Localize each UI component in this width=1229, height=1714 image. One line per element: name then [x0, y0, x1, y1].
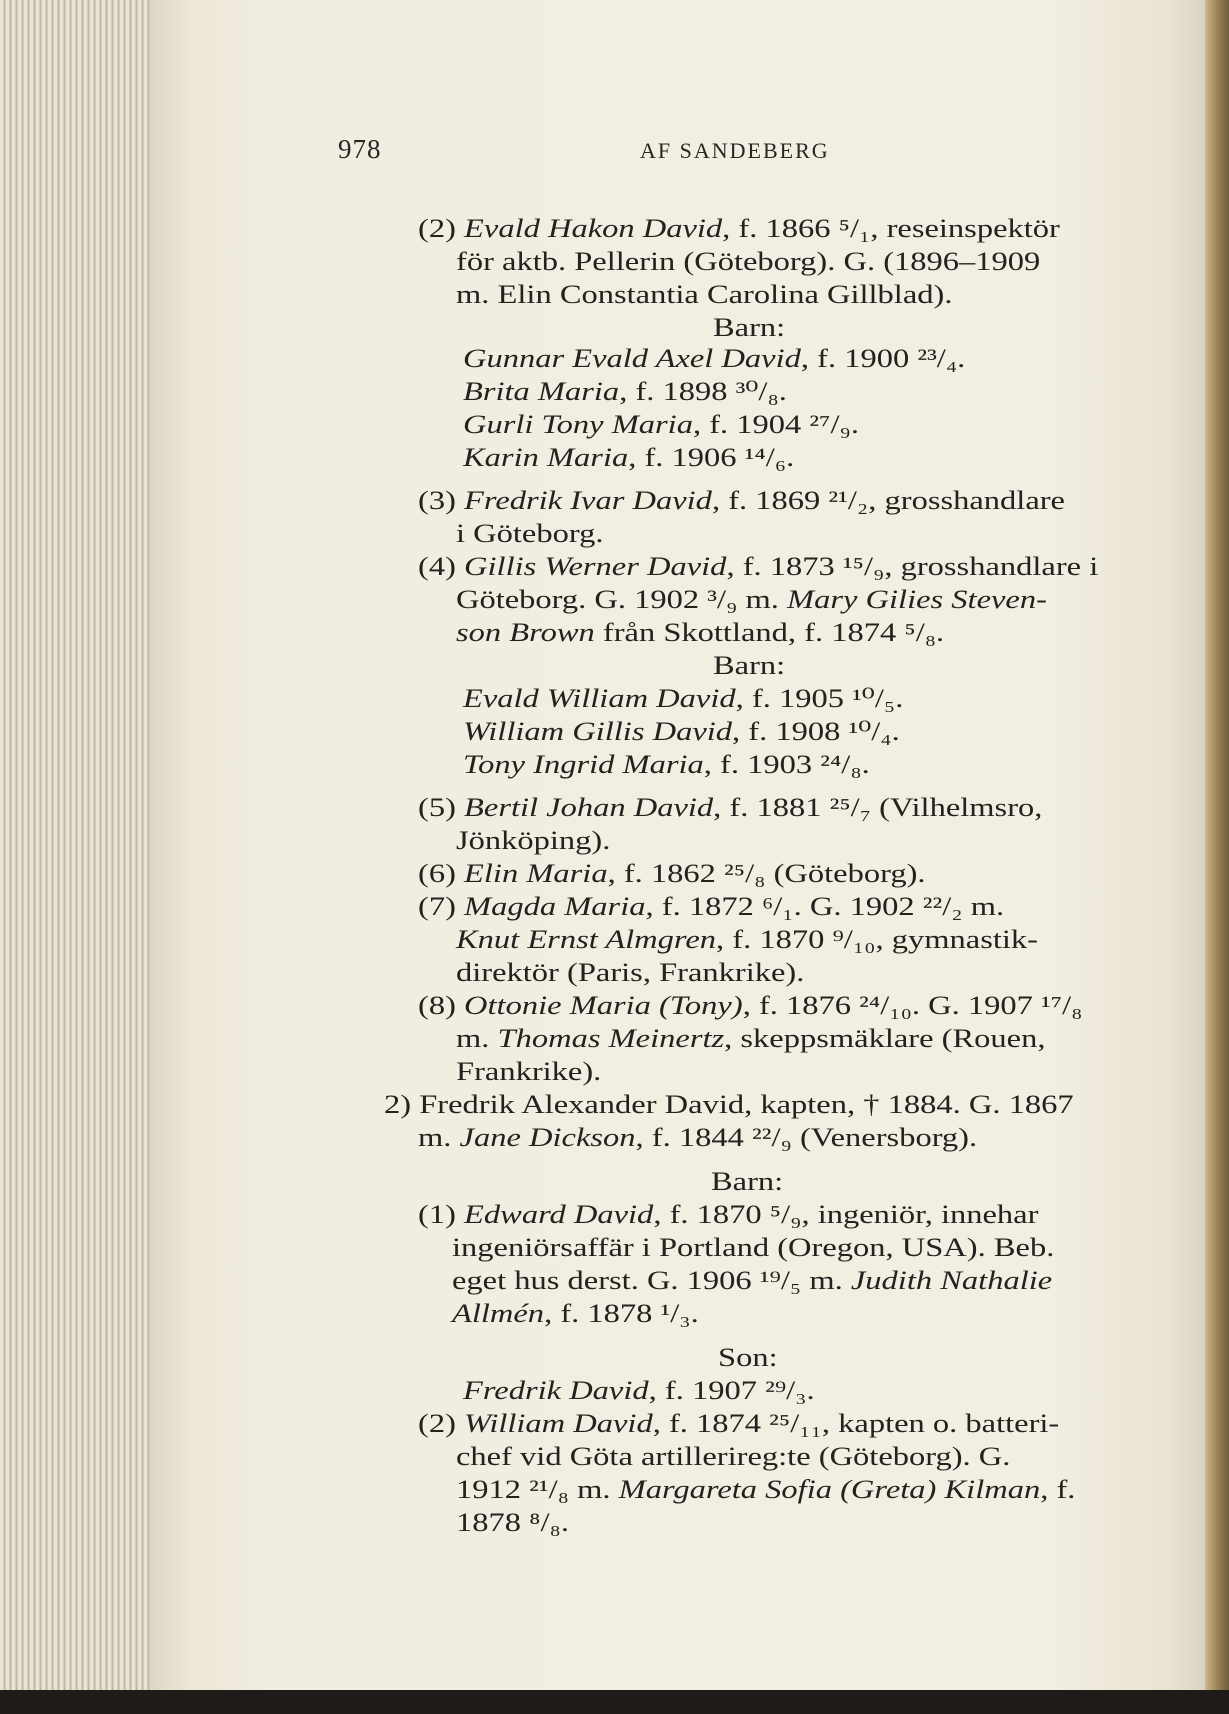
name-text: Edward David — [464, 1200, 654, 1229]
text-line — [418, 484, 1065, 518]
text-line — [418, 550, 1098, 584]
text-segment: , f. 1900 ²³/₄. — [800, 344, 966, 373]
page-edges — [0, 0, 150, 1714]
book-cover-edge — [1205, 0, 1229, 1714]
text-segment: , f. 1908 ¹⁰/₄. — [732, 717, 900, 746]
text-segment: , f. 1869 ²¹/₂, grosshandlare — [711, 486, 1065, 515]
text-segment: , f. 1906 ¹⁴/₆. — [628, 443, 795, 472]
name-text: Fredrik Ivar David — [464, 486, 712, 515]
text-segment: m. Elin Constantia Carolina Gillblad). — [456, 280, 953, 309]
page-number: 978 — [338, 134, 382, 164]
text-line — [463, 342, 965, 376]
text-segment: , skeppsmäklare (Rouen, — [724, 1024, 1046, 1053]
page-header — [338, 134, 1138, 174]
text-segment: Barn: — [713, 313, 786, 342]
name-text: son Brown — [456, 618, 595, 647]
text-line — [463, 408, 859, 442]
text-segment: (8) — [418, 991, 465, 1020]
name-text: Karin Maria — [463, 443, 629, 472]
text-segment: i Göteborg. — [456, 519, 604, 548]
text-segment: , f. — [1040, 1475, 1076, 1504]
name-text: Thomas Meinertz — [497, 1024, 725, 1053]
text-line — [456, 1473, 1075, 1507]
name-text: Gurli Tony Maria — [463, 410, 693, 439]
text-segment: (4) — [418, 552, 465, 581]
text-line — [456, 956, 804, 990]
text-segment: , f. 1870 ⁵/₉, ingeniör, innehar — [653, 1200, 1039, 1229]
text-segment: ingeniörsaffär i Portland (Oregon, USA). Beb. — [452, 1233, 1055, 1262]
name-text: Elin Maria — [464, 859, 608, 888]
text-line — [418, 890, 1004, 924]
name-text: Margareta Sofia (Greta) Kilman — [618, 1475, 1041, 1504]
name-text: Brita Maria — [463, 377, 620, 406]
name-text: Magda Maria — [464, 892, 646, 921]
text-line — [713, 649, 785, 683]
text-segment: Göteborg. G. 1902 ³/₉ m. — [456, 585, 788, 614]
text-line — [418, 1198, 1038, 1232]
text-line — [713, 311, 785, 345]
text-line — [456, 245, 1040, 279]
text-segment: eget hus derst. G. 1906 ¹⁹/₅ m. — [452, 1266, 851, 1295]
name-text: Bertil Johan David — [464, 793, 714, 822]
text-line — [718, 1341, 778, 1375]
text-line — [418, 1407, 1059, 1441]
running-head: AF SANDEBERG — [640, 138, 830, 163]
name-text: Tony Ingrid Maria — [463, 750, 704, 779]
text-segment: från Skottland, f. 1874 ⁵/₈. — [594, 618, 945, 647]
text-segment: , f. 1872 ⁶/₁. G. 1902 ²²/₂ m. — [645, 892, 1005, 921]
text-line — [418, 791, 1042, 825]
text-segment: , f. 1876 ²⁴/₁₀. G. 1907 ¹⁷/₈ — [742, 991, 1083, 1020]
name-text: Evald William David — [463, 684, 736, 713]
text-segment: 2) Fredrik Alexander David, kapten, † 1884. G. 1867 — [384, 1090, 1074, 1119]
text-line — [452, 1231, 1054, 1265]
name-text: Jane Dickson — [459, 1123, 636, 1152]
text-segment: Jönköping). — [456, 826, 611, 855]
text-line — [418, 989, 1082, 1023]
text-line — [463, 715, 900, 749]
name-text: Judith Nathalie — [850, 1266, 1053, 1295]
text-segment: , f. 1905 ¹⁰/₅. — [735, 684, 904, 713]
text-segment: (6) — [418, 859, 465, 888]
text-line — [456, 824, 610, 858]
text-segment: m. — [418, 1123, 460, 1152]
scan-border — [0, 1690, 1229, 1714]
text-segment: 1912 ²¹/₈ m. — [456, 1475, 619, 1504]
text-segment: direktör (Paris, Frankrike). — [456, 958, 805, 987]
text-line — [463, 375, 787, 409]
text-line — [456, 1440, 1010, 1474]
text-segment: (2) — [418, 214, 465, 243]
text-segment: Frankrike). — [456, 1057, 602, 1086]
text-segment: chef vid Göta artillerireg:te (Göteborg). G. — [456, 1442, 1011, 1471]
text-segment: , f. 1898 ³⁰/₈. — [619, 377, 787, 406]
name-text: Gillis Werner David — [464, 552, 727, 581]
name-text: Mary Gilies Steven- — [787, 585, 1047, 614]
text-segment: Barn: — [713, 651, 786, 680]
name-text: William David — [464, 1409, 653, 1438]
text-segment: m. — [456, 1024, 498, 1053]
text-segment: , f. 1844 ²²/₉ (Venersborg). — [635, 1123, 978, 1152]
text-line — [418, 212, 1060, 246]
text-line — [463, 748, 870, 782]
text-line — [456, 1506, 569, 1540]
text-segment: Son: — [718, 1343, 778, 1372]
name-text: Evald Hakon David — [464, 214, 723, 243]
text-line — [456, 1022, 1045, 1056]
text-line — [463, 1374, 815, 1408]
text-segment: , f. 1903 ²⁴/₈. — [703, 750, 870, 779]
text-segment: (2) — [418, 1409, 465, 1438]
name-text: Allmén — [452, 1299, 545, 1328]
text-line — [452, 1264, 1052, 1298]
name-text: William Gillis David — [463, 717, 733, 746]
text-line — [456, 923, 1038, 957]
name-text: Ottonie Maria (Tony) — [464, 991, 743, 1020]
text-segment: , f. 1873 ¹⁵/₉, grosshandlare i — [726, 552, 1099, 581]
text-line — [418, 857, 926, 891]
name-text: Fredrik David — [463, 1376, 649, 1405]
text-segment: (3) — [418, 486, 465, 515]
text-line — [463, 441, 794, 475]
text-line — [456, 517, 603, 551]
text-segment: , f. 1870 ⁹/₁₀, gymnastik- — [716, 925, 1038, 954]
name-text: Gunnar Evald Axel David — [463, 344, 801, 373]
text-line — [456, 278, 952, 312]
text-line — [452, 1297, 699, 1331]
text-segment: , f. 1862 ²⁵/₈ (Göteborg). — [607, 859, 926, 888]
text-line — [456, 1055, 601, 1089]
text-line — [418, 1121, 977, 1155]
text-segment: Barn: — [711, 1167, 784, 1196]
text-line — [456, 583, 1047, 617]
name-text: Knut Ernst Almgren — [456, 925, 717, 954]
text-segment: , f. 1904 ²⁷/₉. — [692, 410, 859, 439]
text-segment: , f. 1878 ¹/₃. — [544, 1299, 699, 1328]
text-line — [711, 1165, 783, 1199]
text-segment: , f. 1907 ²⁹/₃. — [648, 1376, 815, 1405]
text-segment: för aktb. Pellerin (Göteborg). G. (1896–1909 — [456, 247, 1041, 276]
text-segment: (1) — [418, 1200, 465, 1229]
text-line — [384, 1088, 1074, 1122]
text-line — [456, 616, 944, 650]
text-segment: (5) — [418, 793, 465, 822]
text-segment: (7) — [418, 892, 465, 921]
text-segment: , f. 1881 ²⁵/₇ (Vilhelmsro, — [713, 793, 1043, 822]
text-segment: , f. 1874 ²⁵/₁₁, kapten o. batteri- — [652, 1409, 1060, 1438]
text-line — [463, 682, 903, 716]
text-segment: 1878 ⁸/₈. — [456, 1508, 569, 1537]
text-segment: , f. 1866 ⁵/₁, reseinspektör — [722, 214, 1060, 243]
